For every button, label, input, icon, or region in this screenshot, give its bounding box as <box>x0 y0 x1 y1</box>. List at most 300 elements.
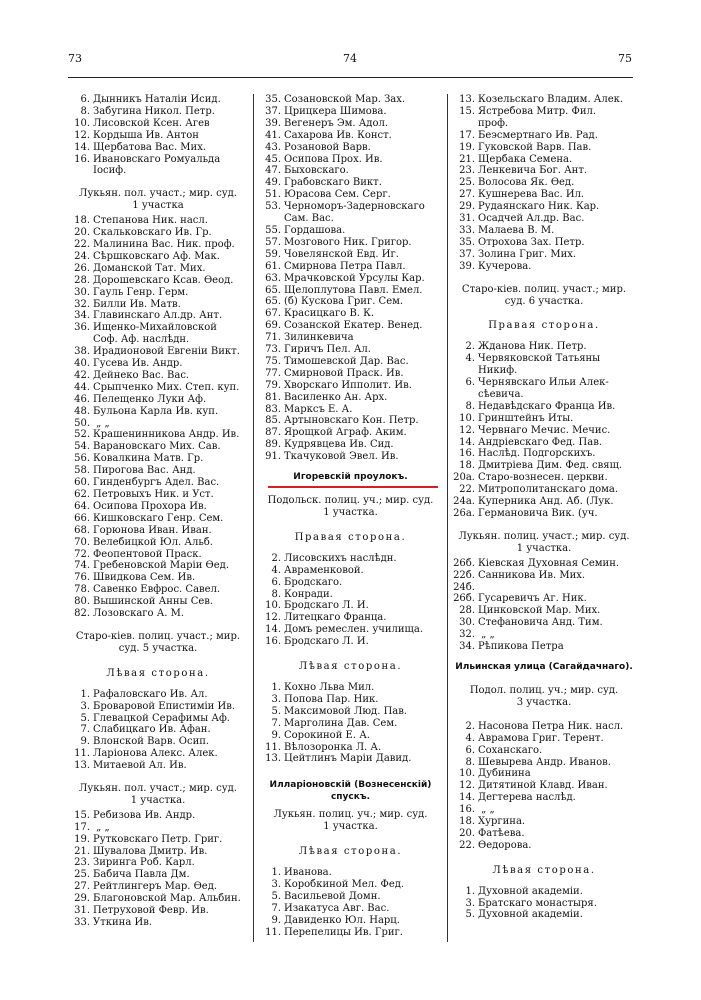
entry-owner: Грабовскаго Викт. <box>284 177 382 189</box>
list-item <box>257 154 444 166</box>
entry-owner: Коробкиной Мел. Фед. <box>284 878 405 890</box>
list-item <box>451 886 637 898</box>
list-item <box>66 713 250 725</box>
entry-owner: Крашенинникова Андр. Ив. <box>93 429 240 441</box>
list-item <box>257 404 444 416</box>
entry-owner: Дейнеко Вас. Вас. <box>93 369 190 381</box>
entry-number: 74. <box>74 560 90 572</box>
entry-number: 8. <box>271 588 281 600</box>
list-item <box>66 846 250 858</box>
entry-owner: Бульона Карла Ив. куп. <box>93 405 219 417</box>
entry-owner: Уткина Ив. <box>93 917 153 928</box>
list-item <box>451 570 637 582</box>
entry-number: 1. <box>271 681 281 693</box>
entry-owner: Аврамова Григ. Терент. <box>478 732 604 744</box>
list-item <box>451 437 637 449</box>
entry-number: 6. <box>271 576 281 588</box>
list-item <box>257 927 444 939</box>
street-side-heading: Лѣвая сторона. <box>298 846 403 858</box>
entry-number: 18. <box>459 460 475 472</box>
district-heading-line: 3 участка. <box>516 696 572 708</box>
entry-owner: Срыпченко Мих. Степ. куп. <box>93 381 240 393</box>
list-item <box>451 225 637 237</box>
entry-number: 51. <box>265 189 281 201</box>
entry-owner: (б) Кускова Григ. Сем. <box>284 296 404 308</box>
entry-owner: Насонова Петра Ник. насл. <box>478 720 624 732</box>
list-item <box>257 165 444 177</box>
entry-owner: Наслѣд. Подгорскихъ. <box>478 448 596 460</box>
entry-owner: Лисовской Ксен. Агев <box>93 117 210 129</box>
entry-number: 48. <box>74 405 90 417</box>
entry-owner: Гордашова. <box>284 224 346 236</box>
entry-number: 31. <box>459 213 475 225</box>
district-heading <box>66 783 250 807</box>
entry-owner: Гусева Ив. Андр. <box>93 358 183 370</box>
district-heading <box>257 809 444 833</box>
list-item <box>451 909 637 921</box>
list-item <box>66 584 250 596</box>
entry-number: 26б. <box>453 593 475 605</box>
list-item <box>66 299 250 311</box>
list-item <box>66 429 250 441</box>
list-item <box>257 308 444 320</box>
list-item <box>66 142 250 154</box>
entry-number: 12. <box>459 424 475 436</box>
list-item <box>66 453 250 465</box>
list-item <box>451 508 637 520</box>
entry-owner: Фатѣева. <box>478 827 525 839</box>
list-item <box>451 201 637 213</box>
entry-number: 30. <box>74 286 90 298</box>
list-item <box>66 917 250 929</box>
list-item <box>66 406 250 418</box>
header-rule <box>68 77 633 78</box>
list-item <box>257 249 444 261</box>
entry-owner: Ѳедорова. <box>478 839 532 851</box>
entry-number: 63. <box>265 272 281 284</box>
entry-number: 11. <box>265 741 281 753</box>
entry-owner: Червнаго Мечис. Мечис. <box>478 424 611 436</box>
entry-number: 13. <box>265 753 281 765</box>
entry-number: 8. <box>465 756 475 768</box>
entry-number: 44. <box>74 381 90 393</box>
district-heading-line: суд. 5 участка. <box>118 642 198 654</box>
entry-number: 10. <box>74 117 90 129</box>
entry-number: 20а. <box>453 472 475 484</box>
entry-number: 1. <box>465 885 475 897</box>
entry-owner: Осипова Прох. Ив. <box>284 153 383 165</box>
list-item <box>451 804 637 816</box>
district-heading-line: 1 участка <box>132 200 184 212</box>
list-item <box>257 261 444 273</box>
entry-list <box>257 94 444 463</box>
entry-list <box>66 810 250 929</box>
list-item <box>66 608 250 620</box>
spacer <box>451 709 637 721</box>
list-item <box>257 201 444 213</box>
list-item <box>257 915 444 927</box>
district-heading <box>66 631 250 655</box>
entry-owner: Вышинской Анны Сев. <box>93 596 214 608</box>
entry-owner: Ястребова Митр. Фил. <box>478 105 597 117</box>
street-side-heading: Правая сторона. <box>488 320 600 332</box>
entry-owner: Горюнова Иван. Иван. <box>93 524 212 536</box>
entry-owner: Старо-вознесен. церкви. <box>478 472 608 484</box>
entry-number: 37. <box>459 248 475 260</box>
entry-owner: Бродскаго Л. И. <box>284 636 369 648</box>
list-item <box>257 213 444 225</box>
entry-owner: Петровыхъ Ник. и Уст. <box>93 489 214 500</box>
list-item <box>66 215 250 227</box>
street-side-heading: Лѣвая сторона. <box>106 667 210 679</box>
list-item <box>451 780 637 792</box>
list-item <box>66 596 250 608</box>
entry-owner: Красицкаго В. К. <box>284 308 375 320</box>
list-item <box>257 118 444 130</box>
list-item <box>451 365 637 377</box>
entry-number: 54. <box>74 441 90 453</box>
entry-owner: Кудрявцева Ив. Сид. <box>284 439 394 451</box>
entry-number: 3. <box>271 693 281 705</box>
entry-number: 59. <box>265 248 281 260</box>
street-title: Ильинская улица (Сагайдачнаго). <box>455 661 633 672</box>
list-item <box>257 344 444 356</box>
list-item <box>451 353 637 365</box>
entry-number: 13. <box>459 94 475 105</box>
entry-number: 78. <box>74 584 90 596</box>
entry-number: 17. <box>459 129 475 141</box>
entry-owner: Щелоплутова Павл. Емел. <box>284 284 423 296</box>
list-item <box>257 636 444 648</box>
entry-number: 11. <box>265 926 281 938</box>
entry-owner: Iосиф. <box>93 165 127 177</box>
entry-owner: Марксъ Е. А. <box>284 403 353 415</box>
entry-number: 28. <box>459 605 475 617</box>
entry-number: 21. <box>74 845 90 857</box>
list-item <box>66 370 250 382</box>
entry-owner: Зилинкевича <box>284 332 354 344</box>
district-heading-line: 1 участка. <box>516 542 572 554</box>
entry-owner: Шувалова Дмитр. Ив. <box>93 845 208 857</box>
entry-list <box>66 689 250 772</box>
street-title: Игоревскiй проулокъ. <box>293 472 408 483</box>
list-item <box>451 106 637 118</box>
list-item <box>257 427 444 439</box>
entry-list <box>451 558 637 653</box>
entry-number: 79. <box>265 379 281 391</box>
entry-owner: Чернявскаго Ильи Алек- <box>478 377 609 389</box>
entry-owner: Попова Пар. Ник. <box>284 693 379 705</box>
entry-number: 81. <box>265 391 281 403</box>
entry-owner: Ребизова Ив. Андр. <box>93 809 196 821</box>
list-item <box>451 840 637 852</box>
entry-owner: Дорошевскаго Ксав. Ѳеод. <box>93 274 234 286</box>
entry-number: 12. <box>265 612 281 624</box>
entry-owner: Духовной академiи. <box>478 885 583 897</box>
list-item <box>66 263 250 275</box>
entry-number: 55. <box>265 224 281 236</box>
entry-owner: Соф. Аф. наслѣдн. <box>93 334 190 346</box>
entry-number: 4. <box>271 564 281 576</box>
entry-owner: Благоновской Мар. Альбин. <box>93 893 241 905</box>
list-item <box>66 560 250 572</box>
list-item <box>66 572 250 584</box>
list-item <box>66 760 250 772</box>
district-heading-line: суд. 6 участка. <box>504 295 584 307</box>
entry-owner: Велебицкой Юл. Альб. <box>93 536 213 548</box>
district-heading <box>451 685 637 709</box>
entry-number: 18. <box>74 215 90 227</box>
entry-owner: Митаевой Ал. Ив. <box>93 760 187 772</box>
list-item <box>66 537 250 549</box>
entry-owner: Мрачковской Урсулы Кар. <box>284 272 425 284</box>
list-item <box>66 748 250 760</box>
entry-owner: Ковалкина Матв. Гр. <box>93 453 204 465</box>
list-item <box>66 275 250 287</box>
entry-owner: Кордыша Ив. Антон <box>93 129 199 141</box>
entry-owner: Перепелицы Ив. Григ. <box>284 926 403 938</box>
entry-owner: Степанова Ник. насл. <box>93 215 208 227</box>
entry-owner: Жданова Ник. Петр. <box>478 341 587 353</box>
entry-owner: Германовича Вик. (уч. <box>478 508 598 519</box>
entry-owner: Сѣршковскаго Аф. Мак. <box>93 250 220 262</box>
entry-number: 62. <box>74 489 90 500</box>
entry-owner: Щербака Семена. <box>478 153 573 165</box>
entry-owner: Цейтлинъ Марiи Давид. <box>284 753 412 765</box>
entry-owner: Бродскаго. <box>284 576 343 588</box>
list-item <box>257 903 444 915</box>
list-item <box>257 439 444 451</box>
entry-owner: Зиринга Роб. Карл. <box>93 857 195 869</box>
district-heading-line: Старо-кiев. полиц. участ.; мир. <box>75 630 241 642</box>
entry-number: 7. <box>271 902 281 914</box>
entry-list <box>66 215 250 620</box>
entry-number: 36. <box>74 322 90 334</box>
entry-owner: Дитятиной Клавд. Иван. <box>478 780 608 792</box>
entry-owner: Тимошевской Дар. Вас. <box>284 355 409 367</box>
list-item <box>66 334 250 346</box>
entry-number: 69. <box>265 320 281 332</box>
entry-owner: „ „ <box>93 417 110 429</box>
entry-number: 17. <box>74 821 90 833</box>
list-item <box>257 624 444 636</box>
entry-owner: Изакатуса Авг. Вас. <box>284 902 390 914</box>
entry-number: 80. <box>74 596 90 608</box>
entry-owner: Смирновой Праск. Ив. <box>284 367 404 379</box>
entry-number: 82. <box>74 608 90 620</box>
entry-number: 5. <box>271 705 281 717</box>
entry-owner: Созановской Мар. Зах. <box>284 94 406 105</box>
list-item <box>257 718 444 730</box>
entry-list <box>451 721 637 852</box>
list-item <box>66 689 250 701</box>
list-item <box>451 757 637 769</box>
entry-number: 37. <box>265 105 281 117</box>
entry-number: 39. <box>265 117 281 129</box>
entry-owner: Отрохова Зах. Петр. <box>478 236 585 248</box>
entry-number: 21. <box>459 153 475 165</box>
list-item <box>451 189 637 201</box>
entry-owner: Кучерова. <box>478 260 532 272</box>
list-item <box>257 332 444 344</box>
entry-owner: Ларiонова Алекс. Алек. <box>93 748 218 760</box>
entry-owner: Козельскаго Владим. Алек. <box>478 94 624 105</box>
list-item <box>66 477 250 489</box>
entry-number: 66. <box>74 512 90 524</box>
entry-owner: Василенко Ан. Арх. <box>284 391 388 403</box>
district-heading-line: Лукьян. полиц. участ.; мир. суд. <box>458 530 630 542</box>
red-underline-mark <box>268 486 438 488</box>
list-item <box>451 496 637 508</box>
entry-number: 29. <box>74 893 90 905</box>
entry-number: 25. <box>459 177 475 189</box>
entry-number: 39. <box>459 260 475 272</box>
list-item <box>66 322 250 334</box>
entry-number: 47. <box>265 165 281 177</box>
entry-owner: Соханскаго. <box>478 744 543 756</box>
entry-number: 4. <box>465 732 475 744</box>
list-item <box>66 394 250 406</box>
list-item <box>451 94 637 106</box>
entry-owner: Марголина Дав. Сем. <box>284 717 398 729</box>
entry-list <box>451 341 637 520</box>
entry-number: 32. <box>74 298 90 310</box>
entry-number: 77. <box>265 367 281 379</box>
list-item <box>451 460 637 472</box>
entry-number: 2. <box>465 720 475 732</box>
street-title-line: спускъ. <box>330 792 371 803</box>
entry-owner: Ткачуковой Эвел. Ив. <box>284 451 399 463</box>
entry-number: 19. <box>74 833 90 845</box>
list-item <box>451 558 637 570</box>
list-item <box>66 418 250 430</box>
entry-owner: Дынникъ Наталiи Исид. <box>93 94 221 105</box>
entry-owner: Гиричъ Пел. Ал. <box>284 344 371 356</box>
entry-number: 14. <box>459 792 475 804</box>
entry-owner: Влонской Варв. Осип. <box>93 736 210 748</box>
entry-number: 35. <box>265 94 281 105</box>
entry-number: 67. <box>265 308 281 320</box>
entry-owner: Конради. <box>284 588 333 600</box>
entry-number: 15. <box>74 809 90 821</box>
list-item <box>66 736 250 748</box>
entry-owner: Рутковскаго Петр. Григ. <box>93 833 223 845</box>
entry-owner: Авраменковой. <box>284 564 364 576</box>
list-item <box>451 261 637 273</box>
entry-number: 2. <box>271 552 281 564</box>
entry-owner: Гуковской Варв. Пав. <box>478 141 592 153</box>
entry-number: 4. <box>465 353 475 365</box>
entry-owner: Црицкера Шимова. <box>284 105 387 117</box>
list-item <box>257 273 444 285</box>
entry-owner: Забугина Никол. Петр. <box>93 105 215 117</box>
list-item <box>451 425 637 437</box>
entry-number: 33. <box>74 917 90 928</box>
list-item <box>257 237 444 249</box>
entry-owner: Скальковскаго Ив. Гр. <box>93 227 212 239</box>
list-item <box>66 251 250 263</box>
entry-owner: Артыновскаго Кон. Петр. <box>284 415 419 427</box>
entry-number: 24. <box>74 250 90 262</box>
list-item <box>451 237 637 249</box>
district-heading <box>451 284 637 308</box>
entry-owner: „ „ <box>93 821 110 833</box>
entry-number: 14. <box>459 436 475 448</box>
entry-number: 16. <box>74 153 90 165</box>
entry-owner: Лозовскаго А. М. <box>93 608 185 620</box>
district-heading-line: Старо-кiев. полиц. участ.; мир. <box>461 283 627 295</box>
entry-number: 73. <box>265 344 281 356</box>
entry-owner: Вѣлозоронка Л. А. <box>284 741 382 753</box>
entry-number: 13. <box>74 760 90 772</box>
entry-number: 6. <box>465 377 475 389</box>
list-item <box>257 867 444 879</box>
entry-owner: Стефановича Анд. Тим. <box>478 617 603 629</box>
entry-number: 83. <box>265 403 281 415</box>
list-item <box>66 905 250 917</box>
entry-number: 15. <box>459 105 475 117</box>
entry-owner: Никиф. <box>478 365 518 377</box>
list-item <box>66 165 250 177</box>
list-item <box>66 154 250 166</box>
entry-number: 34. <box>74 310 90 322</box>
entry-owner: Пирогова Вас. Анд. <box>93 465 196 477</box>
entry-owner: Иванова. <box>284 867 332 879</box>
entry-number: 16. <box>459 448 475 460</box>
entry-owner: Кушнерева Вас. Ил. <box>478 189 585 201</box>
entry-owner: Митрополитанскаго дома. <box>478 484 619 496</box>
entry-owner: Черноморъ-Задерновскаго <box>284 201 425 213</box>
street-side-heading: Лѣвая сторона. <box>492 864 596 876</box>
entry-owner: Санникова Ив. Мих. <box>478 569 586 581</box>
list-item <box>257 177 444 189</box>
entry-number: 7. <box>80 724 90 736</box>
entry-owner: Духовной академiи. <box>478 909 583 921</box>
list-item <box>257 879 444 891</box>
list-item <box>66 94 250 106</box>
list-item <box>66 513 250 525</box>
entry-number: 33. <box>459 224 475 236</box>
entry-number: 64. <box>74 500 90 512</box>
list-item <box>66 822 250 834</box>
entry-owner: Дубинина <box>478 768 531 780</box>
list-item <box>451 768 637 780</box>
entry-owner: Кишковскаго Генр. Сем. <box>93 512 224 524</box>
entry-number: 22б. <box>453 569 475 581</box>
list-item <box>451 401 637 413</box>
list-item <box>66 358 250 370</box>
column-1 <box>66 94 250 929</box>
entry-owner: Золина Григ. Мих. <box>478 248 577 260</box>
entry-number: 12. <box>459 780 475 792</box>
list-item <box>257 368 444 380</box>
column-divider-1 <box>253 94 254 942</box>
street-side-heading: Правая сторона. <box>294 531 407 543</box>
district-heading-line: Лукьян. полиц. уч.; мир. суд. <box>273 809 428 821</box>
entry-number: 65. <box>265 284 281 296</box>
list-item <box>66 118 250 130</box>
column-3 <box>451 94 637 921</box>
district-heading <box>66 188 250 212</box>
list-item <box>257 730 444 742</box>
entry-number: 71. <box>265 332 281 344</box>
entry-number: 87. <box>265 427 281 439</box>
entry-number: 24а. <box>453 496 475 508</box>
entry-number: 50. <box>74 417 90 429</box>
entry-number: 10. <box>459 768 475 780</box>
entry-owner: Ленкевича Бог. Ант. <box>478 165 588 177</box>
entry-owner: Волосова Як. Ѳед. <box>478 177 575 189</box>
